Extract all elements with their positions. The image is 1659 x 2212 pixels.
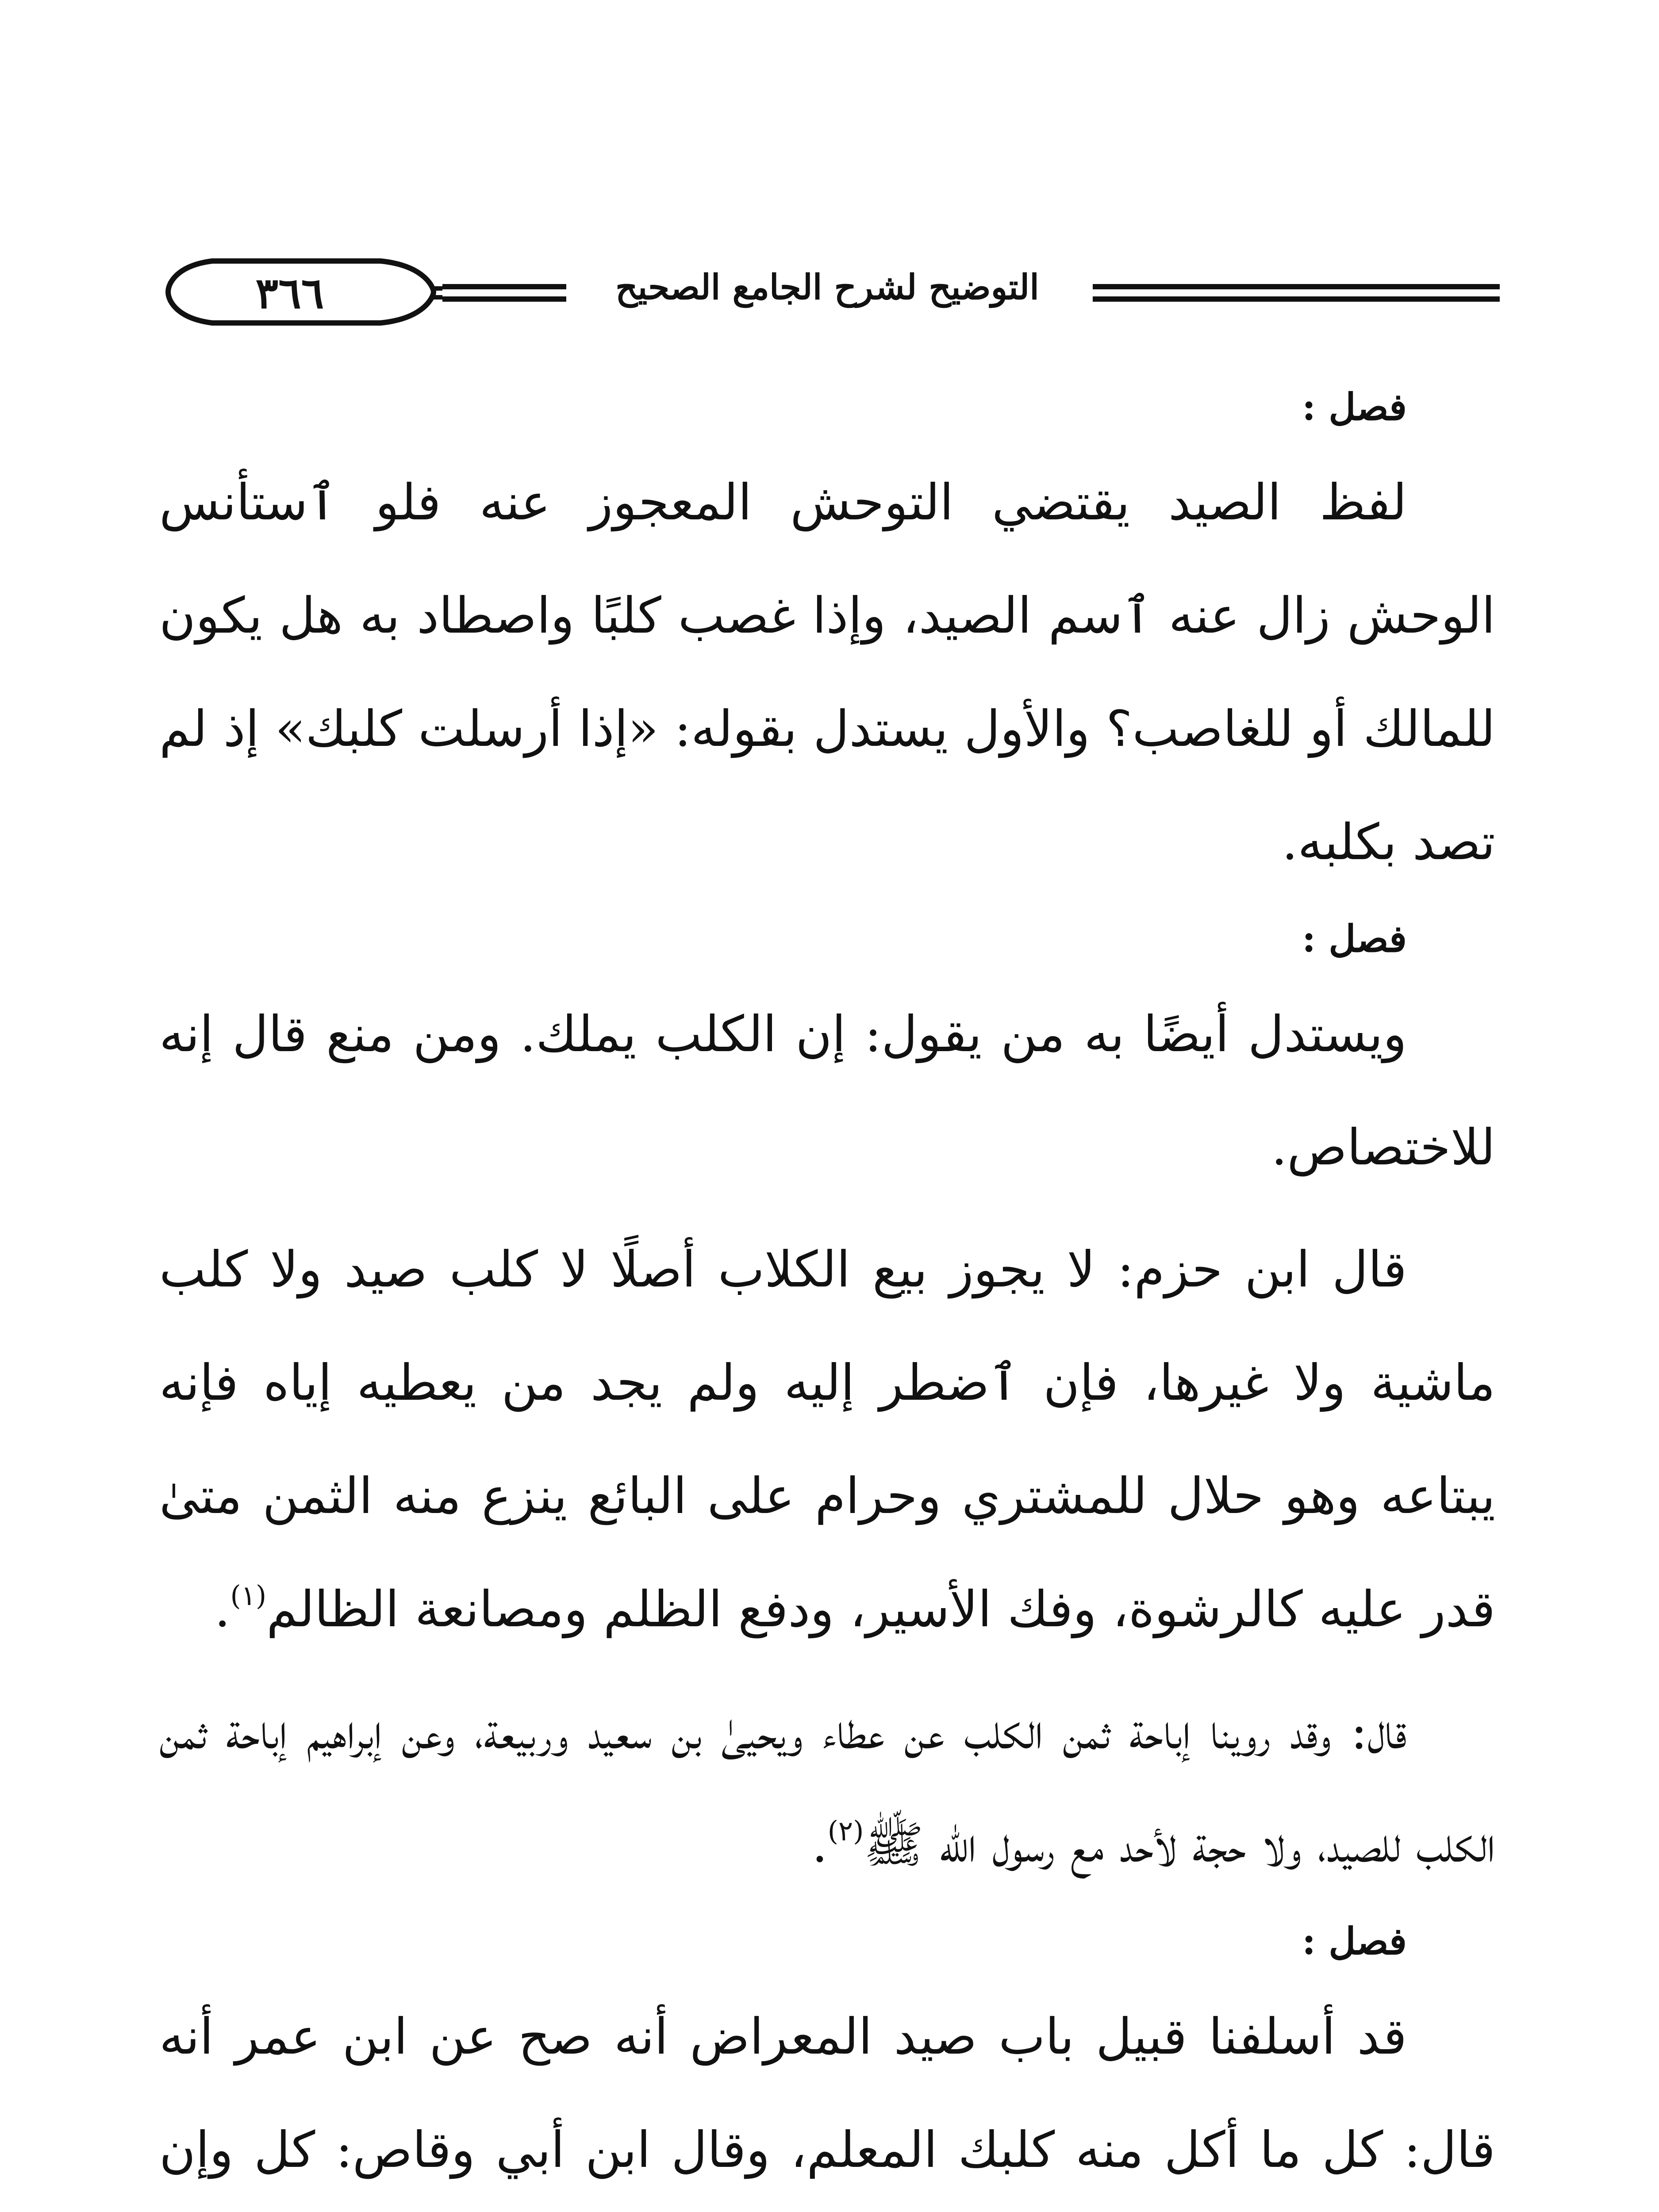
page-number: ٣٦٦ bbox=[255, 268, 324, 318]
paragraph bbox=[159, 1213, 1495, 1666]
header-rule bbox=[1093, 284, 1500, 289]
paragraph: قد أسلفنا قبيل باب صيد المعراض أنه صح عن ابن عمر أنه قال: كل ما أكل منه كلبك المعلم، وقال ابن أبي وقاص: كل وإن bbox=[159, 2008, 1496, 2179]
paragraph: ويستدل أيضًا به من يقول: إن الكلب يملك. ومن منع قال إنه للاختصاص. bbox=[159, 1006, 1495, 1176]
paragraph-text: قال: وقد روينا إباحة ثمن الكلب عن عطاء ويحيىٰ بن سعيد وربيعة، وعن إبراهيم إباحة ثمن الكلب للصيد، ولا حجة لأحد مع رسول الله ﷺ bbox=[159, 1703, 1495, 1874]
paragraph-end: . bbox=[812, 1816, 828, 1874]
paragraph bbox=[159, 1675, 1495, 1901]
running-title: التوضيح لشرح الجامع الصحيح bbox=[615, 267, 1039, 307]
page-number-frame bbox=[150, 248, 442, 336]
header-rule bbox=[442, 284, 566, 289]
header-rule bbox=[1093, 296, 1500, 302]
section-heading: فصل : bbox=[1302, 1919, 1407, 1963]
paragraph: لفظ الصيد يقتضي التوحش المعجوز عنه فلو ٱستأنس الوحش زال عنه ٱسم الصيد، وإذا غصب كلبًا واصطاد به هل يكون للمالك أو للغاصب؟ والأول يستدل بقوله: «إذا أرسلت كلبك» إذ لم تصد بكلبه. bbox=[159, 474, 1495, 871]
footnote-marker: (٢) bbox=[827, 1815, 864, 1847]
main-text bbox=[159, 372, 1495, 2212]
section-heading: فصل : bbox=[1302, 917, 1407, 960]
section-heading: فصل : bbox=[1302, 385, 1407, 429]
paragraph-end: . bbox=[214, 1581, 230, 1638]
footnote-marker: (١) bbox=[230, 1579, 267, 1612]
header-rule bbox=[442, 296, 566, 302]
page-header bbox=[150, 230, 1500, 345]
paragraph-text: قال ابن حزم: لا يجوز بيع الكلاب أصلًا لا كلب صيد ولا كلب ماشية ولا غيرها، فإن ٱضطر إليه ولم يجد من يعطيه إياه فإنه يبتاعه وهو حلال للمشتري وحرام على البائع ينزع منه الثمن متىٰ قدر عليه كالرشوة، وفك الأسير، ودفع الظلم ومصانعة الظالم bbox=[159, 1241, 1495, 1638]
